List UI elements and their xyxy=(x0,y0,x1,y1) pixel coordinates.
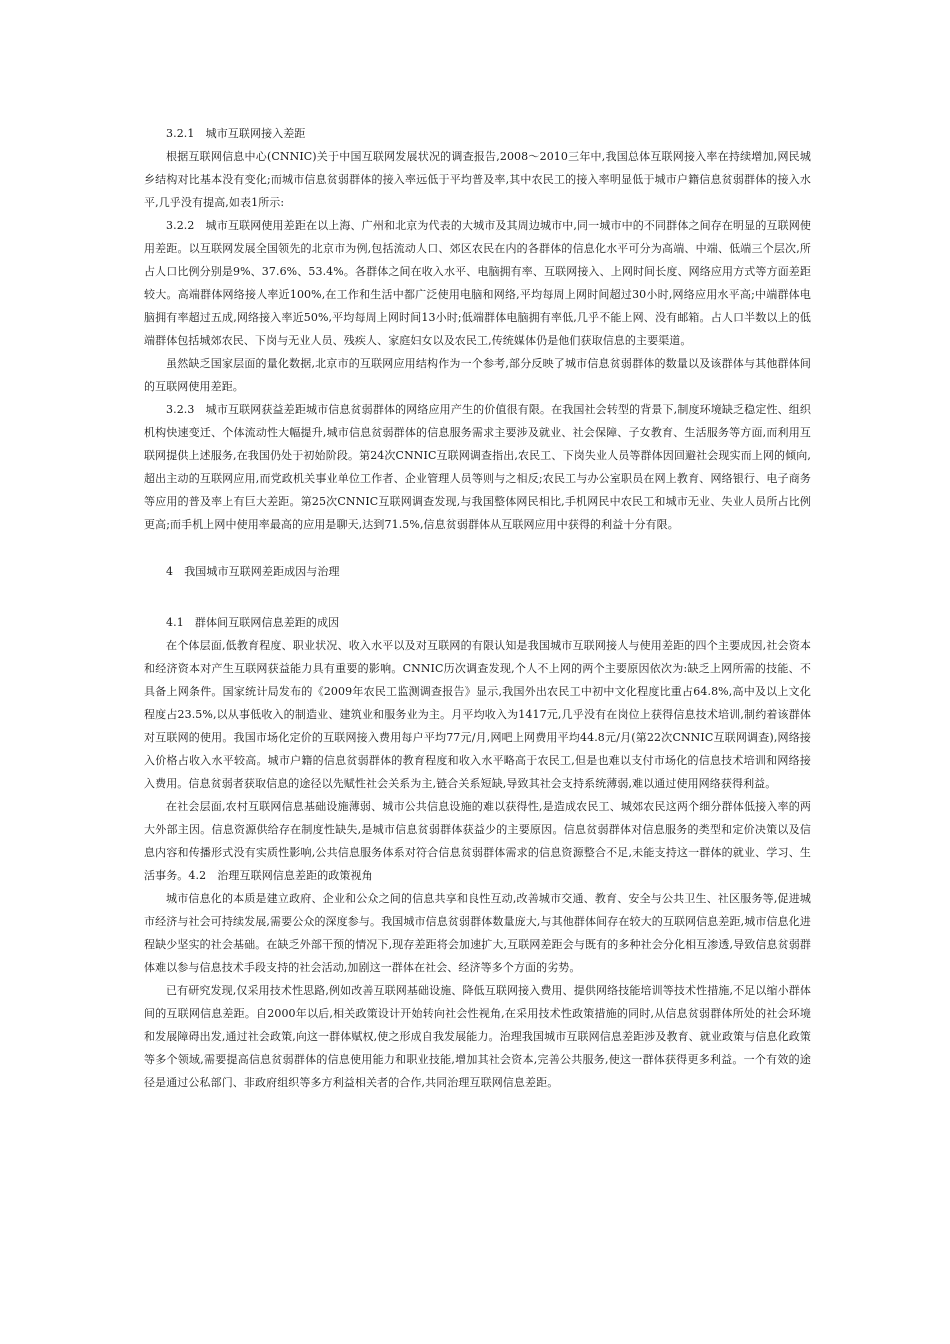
spacer xyxy=(144,583,811,611)
paragraph-policy-approach: 已有研究发现,仅采用技术性思路,例如改善互联网基础设施、降低互联网接入费用、提供网络技能培训等技术性措施,不足以缩小群体间的互联网信息差距。自2000年以后,相关政策设计开始转向社会性视角,在采用技术性政策措施的同时,从信息贫弱群体所处的社会环境和发展障碍出发,通过社会政策,向这一群体赋权,使之形成自我发展能力。治理我国城市互联网信息差距涉及教育、就业政策与信息化政策等多个领域,需要提高信息贫弱群体的信息使用能力和职业技能,增加其社会资本,完善公共服务,使这一群体获得更多利益。一个有效的途径是通过公私部门、非政府组织等多方利益相关者的合作,共同治理互联网信息差距。 xyxy=(144,984,811,1089)
section-heading-4: 4 我国城市互联网差距成因与治理 xyxy=(166,565,340,578)
spacer xyxy=(144,536,811,560)
paragraph-usage-gap: 3.2.2 城市互联网使用差距在以上海、广州和北京为代表的大城市及其周边城市中,同一城市中的不同群体之间存在明显的互联网使用差距。以互联网发展全国领先的北京市为例,包括流动人口、郊区农民在内的各群体的信息化水平可分为高端、中端、低端三个层次,所占人口比例分别是9%、37.6%、53.4%。各群体之间在收入水平、电脑拥有率、互联网接入、上网时间长度、网络应用方式等方面差距较大。高端群体网络接人率近100%,在工作和生活中都广泛使用电脑和网络,平均每周上网时间超过30小时,网络应用水平高;中端群体电脑拥有率超过五成,网络接入率近50%,平均每周上网时间13小时;低端群体电脑拥有率低,几乎不能上网、没有邮箱。占人口半数以上的低端群体包括城郊农民、下岗与无业人员、残疾人、家庭妇女以及农民工,传统媒体仍是他们获取信息的主要渠道。 xyxy=(144,219,811,347)
paragraph-urban-informatization: 城市信息化的本质是建立政府、企业和公众之间的信息共享和良性互动,改善城市交通、教育、安全与公共卫生、社区服务等,促进城市经济与社会可持续发展,需要公众的深度参与。我国城市信息贫弱群体数量庞大,与其他群体间存在较大的互联网信息差距,城市信息化进程缺少坚实的社会基础。在缺乏外部干预的情况下,现存差距将会加速扩大,互联网差距会与既有的多种社会分化相互渗透,导致信息贫弱群体难以参与信息技术手段支持的社会活动,加剧这一群体在社会、经济等多个方面的劣势。 xyxy=(144,892,811,974)
paragraph-individual-causes: 在个体层面,低教育程度、职业状况、收入水平以及对互联网的有限认知是我国城市互联网接人与使用差距的四个主要成因,社会资本和经济资本对产生互联网获益能力具有重要的影响。CNNIC历次调查发现,个人不上网的两个主要原因依次为:缺乏上网所需的技能、不具备上网条件。国家统计局发布的《2009年农民工监测调查报告》显示,我国外出农民工中初中文化程度比重占64.8%,高中及以上文化程度占23.5%,以从事低收入的制造业、建筑业和服务业为主。月平均收入为1417元,几乎没有在岗位上获得信息技术培训,制约着该群体对互联网的使用。我国市场化定价的互联网接入费用每户平均77元/月,网吧上网费用平均44.8元/月(第22次CNNIC互联网调查),网络接入价格占收入水平较高。城市户籍的信息贫弱群体的教育程度和收入水平略高于农民工,但是也难以支付市场化的信息技术培训和网络接入费用。信息贫弱者获取信息的途径以先赋性社会关系为主,链合关系短缺,导致其社会支持系统薄弱,难以通过使用网络获得利益。 xyxy=(144,639,811,790)
section-heading-3-2-1: 3.2.1 城市互联网接入差距 xyxy=(166,127,306,140)
paragraph-benefit-gap: 3.2.3 城市互联网获益差距城市信息贫弱群体的网络应用产生的价值很有限。在我国社会转型的背景下,制度环境缺乏稳定性、组织机构快速变迁、个体流动性大幅提升,城市信息贫弱群体的信息服务需求主要涉及就业、社会保障、子女教育、生活服务等方面,而利用互联网提供上述服务,在我国仍处于初始阶段。第24次CNNIC互联网调查指出,农民工、下岗失业人员等群体因回避社会现实而上网的倾向,超出主动的互联网应用,而党政机关事业单位工作者、企业管理人员等则与之相反;农民工与办公室职员在网上教育、网络银行、电子商务等应用的普及率上有巨大差距。第25次CNNIC互联网调查发现,与我国整体网民相比,手机网民中农民工和城市无业、失业人员所占比例更高;而手机上网中使用率最高的应用是聊天,达到71.5%,信息贫弱群体从互联网应用中获得的利益十分有限。 xyxy=(144,403,811,531)
document-page xyxy=(144,122,811,1094)
section-heading-4-1: 4.1 群体间互联网信息差距的成因 xyxy=(166,616,340,629)
paragraph-access-gap: 根据互联网信息中心(CNNIC)关于中国互联网发展状况的调查报告,2008～2010三年中,我国总体互联网接入率在持续增加,网民城乡结构对比基本没有变化;而城市信息贫弱群体的接入率远低于平均普及率,其中农民工的接入率明显低于城市户籍信息贫弱群体的接入水平,几乎没有提高,如表1所示: xyxy=(144,150,811,209)
paragraph-beijing-reference: 虽然缺乏国家层面的量化数据,北京市的互联网应用结构作为一个参考,部分反映了城市信息贫弱群体的数量以及该群体与其他群体间的互联网使用差距。 xyxy=(144,357,811,393)
paragraph-social-causes: 在社会层面,农村互联网信息基础设施薄弱、城市公共信息设施的难以获得性,是造成农民工、城郊农民这两个细分群体低接入率的两大外部主因。信息资源供给存在制度性缺失,是城市信息贫弱群体获益少的主要原因。信息贫弱群体对信息服务的类型和定价决策以及信息内容和传播形式没有实质性影响,公共信息服务体系对符合信息贫弱群体需求的信息资源整合不足,未能支持这一群体的就业、学习、生活事务。4.2 治理互联网信息差距的政策视角 xyxy=(144,800,811,882)
